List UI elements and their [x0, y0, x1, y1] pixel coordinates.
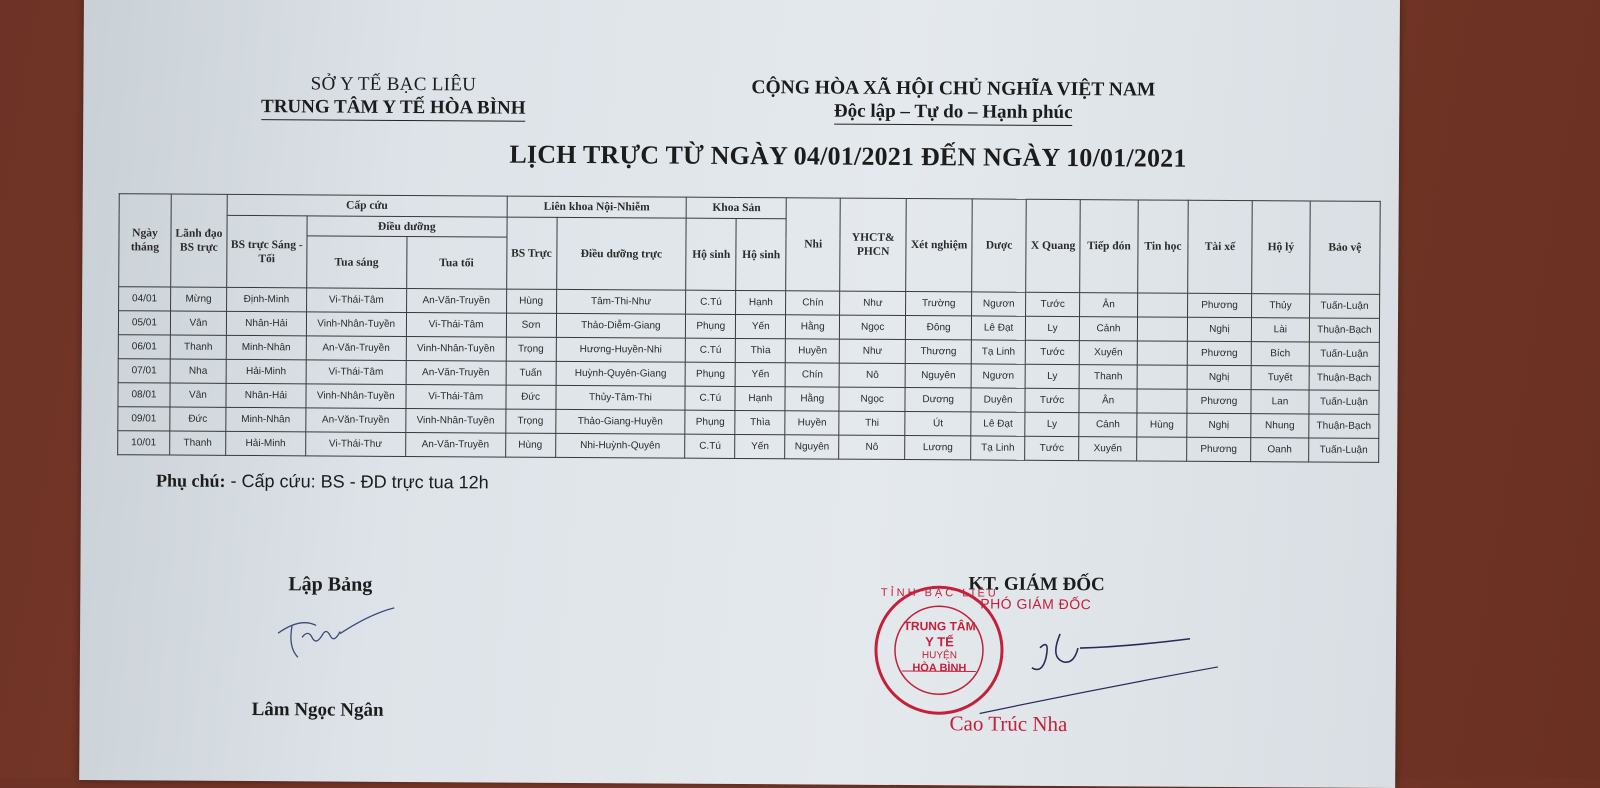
table-cell: Thảo-Diễm-Giang [556, 313, 686, 338]
table-cell: Hùng [1137, 413, 1187, 437]
table-cell: Minh-Nhân [226, 407, 306, 431]
table-cell: An-Văn-Truyền [406, 288, 506, 313]
table-cell: Duyên [971, 388, 1025, 412]
col-doctor-on-duty: BS Trực [506, 217, 556, 289]
table-cell: C.Tú [686, 290, 736, 314]
table-cell: 06/01 [118, 335, 170, 359]
col-morning-shift: Tua sáng [306, 236, 406, 289]
table-cell: Vân [170, 383, 226, 407]
table-cell: Thi [839, 411, 905, 435]
col-midwife-2: Hộ sinh [736, 218, 786, 290]
table-cell: An-Văn-Truyền [405, 432, 505, 457]
table-cell: Hạnh [736, 290, 786, 314]
table-cell: Ly [1025, 412, 1079, 436]
table-cell: 04/01 [119, 287, 171, 311]
table-cell: C.Tú [686, 338, 736, 362]
table-cell: Tước [1025, 388, 1079, 412]
table-cell: Yến [735, 434, 785, 458]
col-leader: Lãnh đạo BS trực [171, 194, 228, 287]
col-group-internal: Liên khoa Nội-Nhiễm [507, 196, 687, 218]
director-title: KT. GIÁM ĐỐC [968, 573, 1104, 596]
col-lab: Xét nghiệm [906, 199, 973, 292]
table-cell: Thủy [1251, 294, 1309, 318]
table-cell: Tước [1026, 292, 1080, 316]
director-name: Cao Trúc Nha [949, 711, 1067, 737]
document-page [79, 0, 1400, 788]
table-cell: Thanh [1079, 365, 1137, 389]
table-cell: Ngươn [971, 364, 1025, 388]
country-name: CỘNG HÒA XÃ HỘI CHỦ NGHĨA VIỆT NAM [733, 77, 1173, 102]
table-cell: Thìa [735, 410, 785, 434]
table-cell [1138, 293, 1188, 317]
table-cell: Vi-Thái-Thư [305, 432, 405, 457]
center-name: TRUNG TÂM Y TẾ HÒA BÌNH [261, 96, 526, 122]
table-cell: Phương [1187, 389, 1251, 413]
table-cell: 10/01 [118, 431, 170, 455]
col-orderly: Hộ lý [1252, 201, 1311, 294]
table-cell: Vi-Thái-Tâm [306, 288, 406, 313]
table-cell: Tuấn-Luận [1309, 438, 1379, 462]
table-cell: 07/01 [118, 359, 170, 383]
col-midwife-1: Hộ sinh [686, 218, 736, 290]
table-cell [1137, 437, 1187, 461]
table-cell: Đức [506, 385, 556, 409]
table-cell: Thủy-Tâm-Thi [555, 385, 685, 410]
table-cell: Tạ Linh [971, 436, 1025, 460]
table-cell: Nghị [1187, 365, 1251, 389]
table-cell: Đông [906, 316, 972, 340]
table-cell: Trọng [506, 337, 556, 361]
table-cell: Ân [1079, 389, 1137, 413]
table-cell: Trọng [505, 409, 555, 433]
table-cell: Thanh [170, 335, 226, 359]
table-cell: Cảnh [1079, 317, 1137, 341]
table-cell: Tuyết [1251, 366, 1309, 390]
col-group-obstetrics: Khoa Sản [686, 197, 786, 219]
table-cell: Hải-Minh [226, 359, 306, 383]
table-cell: Tuấn-Luận [1309, 390, 1379, 414]
prepared-by-title: Lập Bảng [288, 573, 372, 597]
table-cell [1137, 389, 1187, 413]
table-cell: Ly [1025, 364, 1079, 388]
table-cell: Vinh-Nhân-Tuyền [405, 408, 505, 433]
table-cell: Chín [786, 291, 840, 315]
handwritten-signature-left [270, 603, 400, 664]
col-security: Bảo vệ [1310, 201, 1381, 294]
table-cell: Lương [905, 436, 971, 460]
col-reception: Tiếp đón [1080, 200, 1139, 293]
table-cell: Tuấn-Luận [1309, 342, 1379, 366]
table-cell: Phụng [685, 410, 735, 434]
table-cell: Nguyên [785, 435, 839, 459]
col-driver: Tài xế [1188, 200, 1253, 293]
table-cell: Định-Minh [226, 287, 306, 311]
col-evening-shift: Tua tối [406, 236, 506, 289]
table-cell: An-Văn-Truyền [406, 360, 506, 385]
table-cell: Hằng [785, 387, 839, 411]
schedule-body [118, 287, 1380, 463]
col-xray: X Quang [1026, 199, 1081, 292]
table-cell: C.Tú [685, 434, 735, 458]
table-cell: Thuận-Bạch [1309, 318, 1379, 342]
table-cell: Tạ Linh [971, 340, 1025, 364]
table-cell: Phương [1187, 437, 1251, 461]
table-cell: Cảnh [1079, 413, 1137, 437]
national-motto: Độc lập – Tự do – Hạnh phúc [834, 101, 1073, 126]
table-cell: Nghị [1187, 413, 1251, 437]
seal-line-2: Y TẾ [892, 634, 987, 650]
col-date: Ngày tháng [119, 194, 172, 287]
table-cell: Thảo-Giang-Huyền [555, 409, 685, 434]
table-cell: Vân [170, 311, 226, 335]
table-cell: Tuấn-Luận [1309, 294, 1379, 318]
table-cell: Hải-Minh [226, 431, 306, 455]
col-it: Tin học [1138, 200, 1189, 293]
table-cell: Thương [905, 340, 971, 364]
table-cell: Nô [839, 435, 905, 459]
table-cell: Xuyến [1079, 341, 1137, 365]
table-cell: Vi-Thái-Tâm [306, 360, 406, 385]
table-cell: Lài [1251, 318, 1309, 342]
handwritten-signature-right [980, 617, 1221, 718]
table-cell: Phương [1188, 293, 1252, 317]
table-cell: Ly [1026, 316, 1080, 340]
footnote-text: - Cấp cứu: BS - ĐD trực tua 12h [225, 471, 488, 493]
table-cell: Lan [1251, 390, 1309, 414]
table-cell: Trường [906, 292, 972, 316]
table-cell: Như [839, 339, 905, 363]
prepared-by-name: Lâm Ngọc Ngân [252, 699, 384, 722]
table-cell: Phụng [686, 314, 736, 338]
table-cell: Xuyến [1079, 437, 1137, 461]
deputy-director-title: PHÓ GIÁM ĐỐC [980, 595, 1091, 612]
table-cell: Vinh-Nhân-Tuyền [406, 336, 506, 361]
table-cell: Út [905, 412, 971, 436]
table-cell: Vi-Thái-Tâm [406, 384, 506, 409]
col-traditional-medicine: YHCT& PHCN [840, 198, 907, 291]
table-cell: Hùng [505, 433, 555, 457]
table-cell: 08/01 [118, 383, 170, 407]
table-cell: An-Văn-Truyền [306, 408, 406, 433]
col-pediatrics: Nhi [786, 198, 841, 291]
table-cell: Đức [170, 407, 226, 431]
table-cell: Huyền [786, 339, 840, 363]
organization-header [223, 73, 563, 122]
national-header [733, 76, 1173, 127]
table-cell: Huỳnh-Quyên-Giang [556, 361, 686, 386]
table-cell: Nhi-Huỳnh-Quyên [555, 433, 685, 458]
table-cell: Huyền [785, 411, 839, 435]
table-cell: Thìa [736, 338, 786, 362]
table-cell: Phương [1187, 341, 1251, 365]
table-cell: Ngọc [840, 315, 906, 339]
table-cell: Tước [1025, 436, 1079, 460]
seal-line-4: HÒA BÌNH [892, 662, 987, 675]
table-cell: Minh-Nhân [226, 335, 306, 359]
table-cell: Tước [1025, 340, 1079, 364]
table-cell: Nô [839, 363, 905, 387]
table-cell: Thanh [170, 431, 226, 455]
table-cell: Vinh-Nhân-Tuyền [306, 312, 406, 337]
table-cell: Hằng [786, 315, 840, 339]
table-cell: An-Văn-Truyền [306, 336, 406, 361]
col-doctor-day-night: BS trực Sáng - Tối [227, 215, 307, 287]
table-cell: Yến [736, 314, 786, 338]
table-cell: Nguyên [905, 364, 971, 388]
table-cell: Sơn [506, 313, 556, 337]
table-cell: Vi-Thái-Tâm [406, 312, 506, 337]
duty-schedule-table [117, 193, 1381, 463]
table-cell: Dương [905, 388, 971, 412]
department-name: SỞ Y TẾ BẠC LIÊU [223, 73, 563, 97]
table-cell: Thuận-Bạch [1309, 366, 1379, 390]
table-cell: Nhân-Hải [226, 383, 306, 407]
table-cell: Hạnh [735, 386, 785, 410]
table-cell: Ngươn [972, 292, 1026, 316]
col-nurse-on-duty: Điều dưỡng trực [556, 217, 686, 290]
table-cell: Nha [170, 359, 226, 383]
seal-line-3: HUYỆN [892, 650, 987, 662]
table-cell: Yến [735, 362, 785, 386]
table-cell: Bích [1251, 342, 1309, 366]
table-cell: Nhân-Hải [226, 311, 306, 335]
col-group-nursing: Điều dưỡng [307, 216, 507, 237]
table-cell: Tâm-Thi-Như [556, 289, 686, 314]
table-cell: Ngọc [839, 387, 905, 411]
table-cell: Mừng [170, 287, 226, 311]
seal-line-1: TRUNG TÂM [892, 619, 987, 634]
col-group-emergency: Cấp cứu [227, 194, 507, 217]
footnote [156, 470, 489, 493]
table-cell: Nhung [1251, 414, 1309, 438]
table-cell: Vinh-Nhân-Tuyền [306, 384, 406, 409]
document-title: LỊCH TRỰC TỪ NGÀY 04/01/2021 ĐẾN NGÀY 10/01/2021 [383, 139, 1313, 175]
table-cell: 09/01 [118, 407, 170, 431]
table-cell [1137, 341, 1187, 365]
table-cell: Nghị [1187, 317, 1251, 341]
table-cell: Hùng [506, 289, 556, 313]
table-cell: Thuận-Bạch [1309, 414, 1379, 438]
table-cell [1137, 365, 1187, 389]
table-cell: Ân [1080, 293, 1138, 317]
table-cell: Phụng [685, 362, 735, 386]
seal-outer-text: TỈNH BẠC LIÊU [872, 587, 1007, 600]
table-cell: C.Tú [685, 386, 735, 410]
table-cell: Oanh [1251, 438, 1309, 462]
table-cell: Lê Đạt [972, 316, 1026, 340]
table-cell: Hương-Huyền-Nhi [556, 337, 686, 362]
table-cell [1137, 317, 1187, 341]
table-cell: Như [840, 291, 906, 315]
footnote-label: Phụ chú: [156, 470, 226, 490]
col-pharmacy: Dược [972, 199, 1027, 292]
table-cell: 05/01 [118, 311, 170, 335]
table-cell: Chín [785, 363, 839, 387]
table-cell: Tuấn [506, 361, 556, 385]
table-cell: Lê Đạt [971, 412, 1025, 436]
